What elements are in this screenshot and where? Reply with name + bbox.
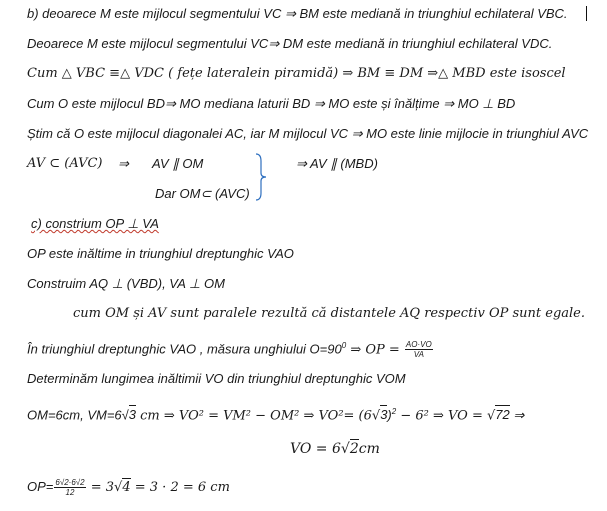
op-result-denominator: 12: [65, 488, 75, 497]
line-op-result: [27, 478, 230, 497]
line-c-construct-op: [31, 216, 159, 232]
implies-end: ⇒: [509, 407, 525, 423]
op-fraction-denominator: VA: [413, 350, 424, 360]
op-result-eq: = 3√: [86, 479, 123, 495]
sqrt-4: 4: [122, 479, 131, 495]
degree-sup: 0: [341, 341, 347, 350]
line-av-parallel-plane: ⇒ AV ∥ (MBD): [296, 156, 378, 171]
line-op-height: OP este inăltime in triunghiul dreptunghic VAO: [27, 246, 294, 261]
sqrt-72: 72: [495, 407, 510, 423]
line-determine-vo: Determinăm lungimea inăltimii VO din triunghiul dreptunghic VOM: [27, 371, 406, 386]
line-distances-equal: cum OM și AV sunt paralele rezultă că distantele AQ respectiv OP sunt egale.: [73, 306, 586, 321]
op-result-final: = 3 · 2 = 6 cm: [130, 479, 230, 495]
op-result-numerator: 6√2·6√2: [55, 478, 85, 487]
line-mo-height: Cum O este mijlocul BD⇒ MO mediana laturii BD ⇒ MO este și înălțime ⇒ MO ⊥ BD: [27, 96, 516, 111]
vo-result: − 6² ⇒ VO = √: [396, 408, 496, 424]
vo-value-text: VO = 6√: [290, 441, 350, 457]
line-midline: Știm că O este mijlocul diagonalei AC, iar M mijlocul VC ⇒ MO este linie mijlocie in triunghiul AVC: [27, 126, 589, 141]
op-formula-text: În triunghiul dreptunghic VAO , măsura unghiului O=90: [27, 341, 342, 357]
implies-arrow: ⇒: [118, 156, 129, 171]
sqrt-3-b: 3: [380, 407, 388, 423]
vo-pythagoras: cm ⇒ VO² = VM² − OM² ⇒ VO²= (6√: [136, 408, 381, 424]
line-av-in-plane: AV ⊂ (AVC): [27, 156, 103, 171]
op-fraction-numerator: AO·VO: [405, 340, 432, 350]
text-cursor: [586, 6, 587, 21]
line-op-formula: [27, 338, 434, 359]
op-label: OP=: [27, 478, 54, 494]
line-construct-aq: Construim AQ ⊥ (VBD), VA ⊥ OM: [27, 276, 225, 291]
misspelled-word: c) constrium OP ⊥ VA: [31, 216, 159, 231]
square-sup: 2: [391, 407, 397, 416]
line-dm-median: Deoarece M este mijlocul segmentului VC⇒ DM este mediană in triunghiul echilateral VDC.: [27, 36, 553, 51]
line-om-in-plane: Dar OM⊂ (AVC): [155, 186, 250, 201]
unit-cm: cm: [358, 441, 380, 457]
line-triangles-congruent: Cum △ VBC ≡△ VDC ( fețe lateralein piramidă) ⇒ BM ≡ DM ⇒△ MBD este isoscel: [27, 66, 566, 81]
line-av-parallel-om: AV ∥ OM: [152, 156, 204, 171]
vo-given: OM=6cm, VM=6√: [27, 407, 129, 423]
sqrt-3: 3: [128, 407, 137, 423]
line-vo-value: [290, 441, 380, 457]
line-b-bm-median: b) deoarece M este mijlocul segmentului VC ⇒ BM este mediană in triunghiul echilateral VBC.: [27, 6, 568, 21]
op-equals: ⇒ OP =: [346, 342, 404, 358]
op-fraction: [405, 340, 433, 359]
sqrt-2: 2: [349, 441, 359, 457]
line-vo-computation: [27, 404, 524, 424]
paren-close: ): [387, 407, 392, 423]
right-brace-icon: [255, 153, 267, 201]
op-result-fraction: [54, 478, 85, 497]
